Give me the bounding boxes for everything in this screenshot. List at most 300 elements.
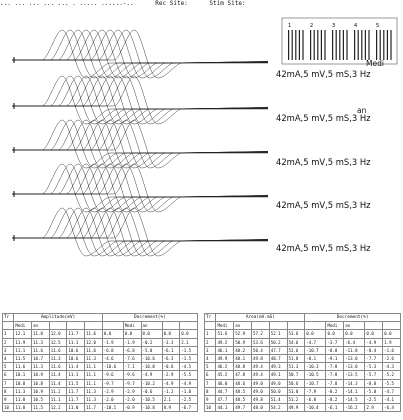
table-cell: 0.0 [383,330,401,338]
trace-label-2: 42mA,5 mV,5 mS,3 Hz [276,113,371,123]
table-cell: 44.1 [216,404,234,412]
trace-3-sweep-4 [12,120,268,168]
table-cell: 11.4 [49,371,67,379]
table-subheader-cell [67,322,85,330]
trace-1-sweep-2 [12,30,268,78]
table-cell: 7 [3,379,14,387]
table-cell: 57.2 [251,330,269,338]
table-cell: -4.9 [365,338,383,346]
table-cell: -0.9 [123,404,141,412]
table-cell: -10.0 [141,363,162,371]
table-subheader-cell: an [344,322,365,330]
table-cell: 49.3 [269,363,287,371]
table-cell: 8.9 [162,404,180,412]
trace-1-sweep-7 [12,30,268,78]
trace-1-sweep-10 [12,30,268,78]
table-cell: 11.1 [67,338,85,346]
table-cell: -16.2 [344,404,365,412]
trace-2-sweep-8 [12,76,268,124]
table-cell: -4.5 [180,363,198,371]
thumbnail-bar [387,30,388,60]
table-cell: 49.0 [251,379,269,387]
table-header-cell: Tr [3,314,14,322]
table-cell: 52.1 [269,330,287,338]
trace-3-sweep-1 [12,120,268,168]
trace-2-sweep-9 [12,76,268,124]
table-cell: 11.4 [67,363,85,371]
table-cell: 10.9 [32,371,50,379]
trace-4-sweep-2 [12,164,268,212]
thumbnail-bar [295,30,296,60]
table-cell: 3 [3,346,14,354]
table-cell: -8.8 [365,379,383,387]
table-cell: 48.5 [234,387,252,395]
table-cell: 11.7 [67,330,85,338]
thumbnail-bar [332,30,333,60]
table-cell: -3.3 [162,338,180,346]
thumbnail-label-3: 3 [332,23,336,29]
table-cell: 54.6 [287,338,305,346]
table-cell: -4.9 [141,371,162,379]
table-row [205,379,401,387]
table-row [205,363,401,371]
table-header-cell: Tr [205,314,216,322]
trace-4-sweep-1 [12,164,268,212]
table-subheader-cell: Medi [216,322,234,330]
medi-label: Medi [366,59,384,68]
table-cell: 0.0 [326,330,344,338]
thumbnail-bar [310,30,311,60]
table-subheader-cell: Medi [123,322,141,330]
thumbnail-label-5: 5 [376,23,380,29]
table-cell: 52.9 [234,330,252,338]
table-cell: 0.0 [162,330,180,338]
table-cell: 6 [205,371,216,379]
table-cell: -5.2 [383,371,401,379]
table-cell: -7.1 [123,363,141,371]
table-cell: -1.6 [383,346,401,354]
table-row [3,379,198,387]
table-subheader-cell [305,322,326,330]
table-cell: 12.0 [85,338,103,346]
table-cell: 0.0 [344,330,365,338]
table-cell: 11.8 [14,404,32,412]
table-cell: 4 [3,355,14,363]
table-cell: 11.1 [14,346,32,354]
table-cell: -9.7 [102,379,123,387]
trace-3-sweep-8 [12,120,268,168]
table-cell: 11.1 [85,363,103,371]
table-cell: 11.3 [32,363,50,371]
table-cell: -5.0 [141,346,162,354]
trace-5-sweep-1 [12,208,268,256]
table-cell: 47.7 [216,396,234,404]
table-subheader-cell [180,322,198,330]
table-row [205,396,401,404]
table-row [3,355,198,363]
stim-site-label: Stim Site: [209,0,246,7]
table-cell: 11.5 [67,379,85,387]
table-cell: 11.6 [49,346,67,354]
thumbnail-bar [380,30,381,60]
table-cell: 49.2 [216,338,234,346]
table-cell: 49.8 [251,355,269,363]
table-cell: 6 [3,371,14,379]
table-cell: 11.1 [49,396,67,404]
table-cell: -1.8 [180,387,198,395]
table-cell: 46.2 [216,363,234,371]
trace-5-sweep-8 [12,208,268,256]
table-cell: -10.8 [141,404,162,412]
trace-4-sweep-10 [12,164,268,212]
table-cell: 11.4 [49,379,67,387]
trace-1-sweep-5 [12,30,268,78]
table-cell: -5.3 [365,363,383,371]
table-cell: -6.8 [305,396,326,404]
table-cell: 50.4 [251,346,269,354]
table-cell: -6.1 [162,346,180,354]
table-cell: -10.4 [305,404,326,412]
table-row [3,363,198,371]
table-cell: -2.5 [365,396,383,404]
trace-5-sweep-5 [12,208,268,256]
table-cell: -8.8 [326,346,344,354]
table-cell: -11.8 [344,346,365,354]
table-cell: 10.6 [67,355,85,363]
thumbnail-bar [317,30,318,60]
table-cell: -7.7 [365,355,383,363]
trace-3-sweep-6 [12,120,268,168]
table-cell: 10.6 [67,346,85,354]
thumbnail-bar [368,30,369,60]
table-row [3,404,198,412]
an-label: an [357,106,367,115]
table-cell: -2.9 [162,371,180,379]
table-cell: 11.6 [49,363,67,371]
table-row [205,338,401,346]
table-cell: 11.5 [32,404,50,412]
thumbnail-bar [321,30,322,60]
table-subheader-cell: Medi [14,322,32,330]
table-cell: 4 [205,355,216,363]
thumbnail-bar [361,30,362,60]
table-cell: 44.7 [216,387,234,395]
table-cell: -8.2 [326,396,344,404]
thumbnail-bar [324,30,325,60]
table-cell: -3.7 [326,338,344,346]
table-cell: -4.7 [383,387,401,395]
table-cell: 10.8 [32,379,50,387]
table-cell: 11.0 [67,404,85,412]
table-cell: -14.3 [344,379,365,387]
table-cell: 11.7 [67,387,85,395]
thumbnail-label-2: 2 [310,23,314,29]
table-subheader-cell [162,322,180,330]
table-cell: 8 [3,387,14,395]
table-row [3,371,198,379]
table-cell: 5 [3,363,14,371]
thumbnail-panel [282,18,397,64]
table-cell: 1 [3,330,14,338]
table-cell: -4.9 [162,379,180,387]
table-cell: 0.0 [365,330,383,338]
table-cell: -1.2 [162,387,180,395]
table-cell: -2.0 [123,396,141,404]
trace-3-sweep-3 [12,120,268,168]
trace-2-sweep-2 [12,76,268,124]
table-cell: -4.1 [383,396,401,404]
table-subheader-cell [251,322,269,330]
thumbnail-bar [299,30,300,60]
table-cell: -0.6 [141,387,162,395]
table-cell: 10.8 [14,379,32,387]
table-cell: 11.3 [85,387,103,395]
trace-3-sweep-5 [12,120,268,168]
table-cell: 53.6 [287,330,305,338]
trace-1-sweep-8 [12,30,268,78]
table-cell: 51.3 [287,363,305,371]
table-cell: 50.0 [269,387,287,395]
table-cell: -0.8 [162,363,180,371]
table-cell: -10.6 [102,363,123,371]
trace-1-sweep-9 [12,30,268,78]
amplitude-table [2,313,198,412]
trace-2-sweep-10 [12,76,268,124]
thumbnail-bar [336,30,337,60]
table-cell: 50.6 [287,379,305,387]
trace-5-sweep-2 [12,208,268,256]
table-cell: -14.5 [344,396,365,404]
table-cell: 11.7 [85,404,103,412]
table-cell: 49.0 [269,379,287,387]
table-cell: 11.1 [85,371,103,379]
table-cell: 11.1 [85,379,103,387]
table-cell: 48.5 [234,396,252,404]
table-cell: -1.5 [180,346,198,354]
table-cell: 8 [205,387,216,395]
table-subheader-cell [383,322,401,330]
table-cell: 0.0 [305,330,326,338]
table-cell: -10.5 [141,396,162,404]
table-cell: -5.0 [365,387,383,395]
table-row [3,387,198,395]
thumbnail-bar [292,30,293,60]
table-cell: 3 [205,346,216,354]
table-cell: 11.9 [14,338,32,346]
table-cell: -6.8 [123,346,141,354]
table-subheader-cell [365,322,383,330]
table-header-cell [205,322,216,330]
table-cell: 11.8 [14,396,32,404]
table-subheader-cell [85,322,103,330]
table-cell: 11.6 [32,346,50,354]
table-cell: 48.7 [269,355,287,363]
table-cell: 49.1 [269,371,287,379]
table-cell: 11.3 [32,338,50,346]
thumbnail-bar [365,30,366,60]
trace-4-sweep-4 [12,164,268,212]
table-cell: 50.9 [234,338,252,346]
table-cell: -5.7 [365,371,383,379]
table-cell: 49.4 [251,363,269,371]
table-cell: -1.9 [123,338,141,346]
trace-1-sweep-4 [12,30,268,78]
table-cell: -7.8 [326,363,344,371]
table-cell: -4.9 [180,379,198,387]
table-cell: 49.9 [216,355,234,363]
table-row [3,338,198,346]
table-cell: 10 [205,404,216,412]
thumbnail-bar [383,30,384,60]
table-row [205,346,401,354]
trace-5-sweep-6 [12,208,268,256]
table-cell: -7.8 [326,371,344,379]
trace-2-sweep-1 [12,76,268,124]
thumbnail-bar [358,30,359,60]
table-cell: 54.2 [269,404,287,412]
table-cell: 9 [205,396,216,404]
table-cell: 51.0 [287,387,305,395]
thumbnail-bar [302,30,303,60]
table-cell: 11.1 [67,371,85,379]
table-cell: 48.2 [234,346,252,354]
table-cell: 12.5 [49,338,67,346]
trace-2-sweep-3 [12,76,268,124]
table-cell: -1.5 [180,355,198,363]
table-cell: 11.0 [32,330,50,338]
trace-2-sweep-5 [12,76,268,124]
trace-3-sweep-7 [12,120,268,168]
table-cell: 46.1 [216,346,234,354]
trace-5-sweep-4 [12,208,268,256]
table-cell: -8.2 [326,387,344,395]
table-cell: 0.0 [102,330,123,338]
table-cell: 0.0 [141,330,162,338]
table-subheader-cell: an [141,322,162,330]
table-cell: 50.7 [287,371,305,379]
table-cell: -13.5 [344,371,365,379]
table-cell: 11.5 [14,355,32,363]
table-cell: -6.8 [102,346,123,354]
thumbnail-bar [346,30,347,60]
table-cell: 12.0 [49,330,67,338]
table-cell: -9.1 [326,355,344,363]
table-cell: 2 [205,338,216,346]
table-cell: 11.7 [67,396,85,404]
table-row [3,346,198,354]
table-row [205,355,401,363]
table-cell: 47.8 [234,371,252,379]
table-cell: 11.6 [85,330,103,338]
table-subheader-cell [102,322,123,330]
table-cell: 49.4 [251,371,269,379]
trace-5-sweep-7 [12,208,268,256]
table-cell: 11.2 [49,387,67,395]
table-cell: -7.6 [123,355,141,363]
table-cell: -10.7 [305,346,326,354]
patient-info: ... ... ... ... ... . ..... ......-.. [0,0,134,7]
table-cell: 2 [3,338,14,346]
table-cell: 1.9 [383,338,401,346]
thumbnail-bar [288,30,289,60]
table-cell: 48.6 [234,379,252,387]
table-cell: 45.2 [216,371,234,379]
table-cell: 5 [205,363,216,371]
trace-4-sweep-6 [12,164,268,212]
trace-1-sweep-3 [12,30,268,78]
table-cell: -5.5 [180,371,198,379]
table-cell: 49.0 [251,387,269,395]
table-cell: -9.6 [123,371,141,379]
table-cell: -4.6 [102,355,123,363]
rec-site-label: Rec Site: [155,0,188,7]
table-cell: 10.7 [32,355,50,363]
table-cell: -14.1 [344,387,365,395]
table-cell: 11.3 [85,355,103,363]
thumbnail-bar [376,30,377,60]
table-cell: 11.6 [85,346,103,354]
table-cell: -2.5 [180,396,198,404]
thumbnail-label-4: 4 [354,23,358,29]
table-cell: -10.2 [141,379,162,387]
table-row [205,387,401,395]
table-cell: -5.5 [383,379,401,387]
table-cell: -10.7 [305,379,326,387]
table-header-cell: Area(mV.mS) [216,314,305,322]
table-header-cell: Decrement(%) [305,314,401,322]
table-cell: 49.8 [251,396,269,404]
table-subheader-cell: an [234,322,252,330]
area-table [204,313,401,412]
table-cell: 46.0 [216,379,234,387]
trace-3-sweep-2 [12,120,268,168]
thumbnail-bar [339,30,340,60]
table-cell: 0.0 [123,330,141,338]
trace-label-3: 42mA,5 mV,5 mS,3 Hz [276,157,371,167]
table-subheader-cell [269,322,287,330]
trace-label-5: 42mA,5 mV,5 mS,3 Hz [276,243,371,253]
thumbnail-bar [314,30,315,60]
trace-2-sweep-4 [12,76,268,124]
trace-label-1: 42mA,5 mV,5 mS,3 Hz [276,69,371,79]
table-cell: 51.8 [287,355,305,363]
trace-1-sweep-1 [12,30,268,78]
table-cell: -8.1 [305,355,326,363]
trace-4-sweep-9 [12,164,268,212]
table-cell: 11.3 [85,396,103,404]
table-cell: 48.0 [251,404,269,412]
table-cell: -6.4 [383,404,401,412]
trace-5-sweep-9 [12,208,268,256]
table-cell: 51.6 [216,330,234,338]
table-subheader-cell [49,322,67,330]
table-cell: -9.6 [102,371,123,379]
table-cell: -0.2 [141,338,162,346]
table-cell: -10.5 [305,371,326,379]
table-row [3,330,198,338]
table-cell: -13.0 [344,355,365,363]
table-cell: -13.0 [344,363,365,371]
table-subheader-cell: Medi [326,322,344,330]
thumbnail-bar [343,30,344,60]
table-cell: 10.1 [14,371,32,379]
table-cell: 12.1 [14,330,32,338]
trace-4-sweep-5 [12,164,268,212]
thumbnail-label-1: 1 [288,23,292,29]
table-cell: 11.3 [14,387,32,395]
thumbnail-bar [390,30,391,60]
table-cell: 12.2 [49,404,67,412]
